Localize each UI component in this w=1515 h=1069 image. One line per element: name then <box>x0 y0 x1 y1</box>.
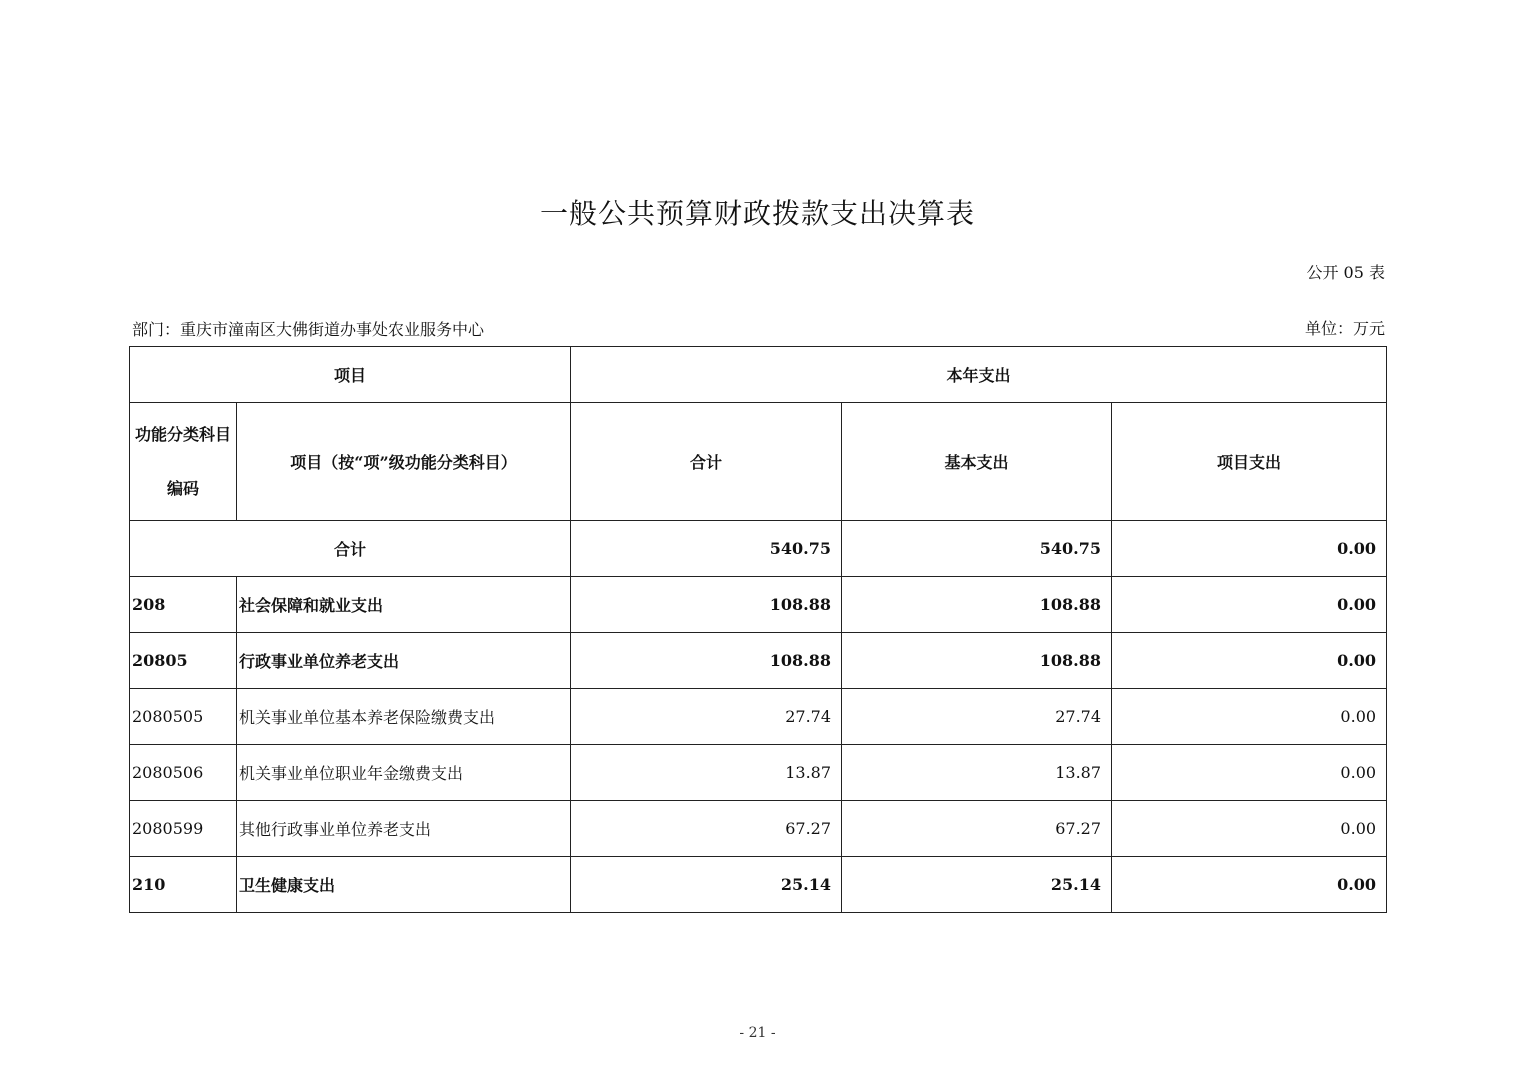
department-label: 部门：重庆市潼南区大佛街道办事处农业服务中心 <box>132 320 485 339</box>
row-basic: 67.27 <box>842 801 1112 857</box>
row-project: 0.00 <box>1112 745 1387 801</box>
header-row-2 <box>130 403 1387 521</box>
row-code: 2080506 <box>130 745 237 801</box>
page-title: 一般公共预算财政拨款支出决算表 <box>539 197 975 230</box>
row-project: 0.00 <box>1112 689 1387 745</box>
row-code: 20805 <box>130 633 237 689</box>
row-name: 机关事业单位职业年金缴费支出 <box>237 745 571 801</box>
table-row <box>130 857 1387 913</box>
expenditure-table <box>129 346 1387 913</box>
row-basic: 25.14 <box>842 857 1112 913</box>
total-row <box>130 521 1387 577</box>
total-row-label: 合计 <box>130 521 571 577</box>
header-name: 项目（按“项”级功能分类科目） <box>237 403 571 521</box>
row-name: 机关事业单位基本养老保险缴费支出 <box>237 689 571 745</box>
row-name: 卫生健康支出 <box>237 857 571 913</box>
total-row-total: 540.75 <box>571 521 842 577</box>
table-row <box>130 577 1387 633</box>
row-name: 其他行政事业单位养老支出 <box>237 801 571 857</box>
row-code: 2080505 <box>130 689 237 745</box>
row-code: 210 <box>130 857 237 913</box>
row-code: 2080599 <box>130 801 237 857</box>
row-basic: 13.87 <box>842 745 1112 801</box>
table-row <box>130 801 1387 857</box>
table-row <box>130 633 1387 689</box>
row-code: 208 <box>130 577 237 633</box>
header-row-1 <box>130 347 1387 403</box>
header-basic: 基本支出 <box>842 403 1112 521</box>
row-basic: 27.74 <box>842 689 1112 745</box>
row-total: 13.87 <box>571 745 842 801</box>
total-row-basic: 540.75 <box>842 521 1112 577</box>
row-total: 67.27 <box>571 801 842 857</box>
row-total: 108.88 <box>571 633 842 689</box>
row-project: 0.00 <box>1112 577 1387 633</box>
header-project: 项目 <box>130 347 571 403</box>
row-basic: 108.88 <box>842 633 1112 689</box>
row-total: 25.14 <box>571 857 842 913</box>
row-name: 社会保障和就业支出 <box>237 577 571 633</box>
row-total: 108.88 <box>571 577 842 633</box>
table-row <box>130 745 1387 801</box>
page-number: - 21 - <box>739 1025 776 1041</box>
header-project-expense: 项目支出 <box>1112 403 1387 521</box>
row-total: 27.74 <box>571 689 842 745</box>
unit-label: 单位：万元 <box>1304 319 1385 338</box>
row-project: 0.00 <box>1112 857 1387 913</box>
header-current-year: 本年支出 <box>571 347 1387 403</box>
row-project: 0.00 <box>1112 801 1387 857</box>
row-name: 行政事业单位养老支出 <box>237 633 571 689</box>
total-row-project: 0.00 <box>1112 521 1387 577</box>
header-total: 合计 <box>571 403 842 521</box>
table-row <box>130 689 1387 745</box>
table-number: 公开 05 表 <box>1306 263 1385 282</box>
header-code: 功能分类科目编码 <box>130 403 237 521</box>
row-project: 0.00 <box>1112 633 1387 689</box>
row-basic: 108.88 <box>842 577 1112 633</box>
